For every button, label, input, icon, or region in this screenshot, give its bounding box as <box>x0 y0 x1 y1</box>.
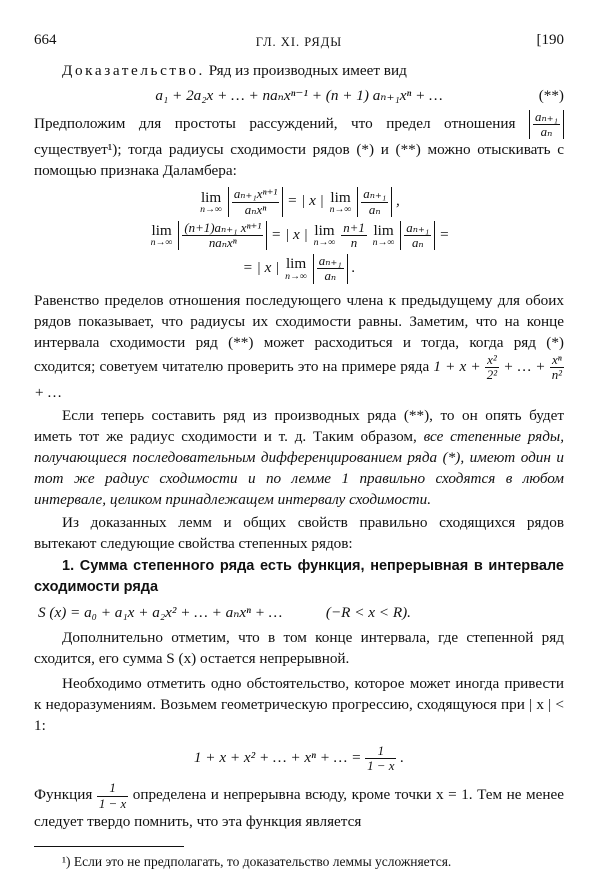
lim-sub: n→∞ <box>372 237 395 249</box>
proof-intro <box>34 60 564 81</box>
running-header <box>34 30 564 54</box>
equation-derivative-series <box>34 85 564 106</box>
derivatives-italic: все степенные ряды, получающиеся последовательным дифференцированием ряда (*), имеют один и тот же радиус сходимости и по лемме 1 правильно сходятся в любом интервале, целиком принадлежащем интервалу сходимости. <box>34 428 564 509</box>
lim3-r-num: aₙ₊₁ <box>318 253 342 269</box>
lim2-r-den: aₙ <box>411 235 424 251</box>
ratio-abs <box>529 110 564 139</box>
lim1-r-num: aₙ₊₁ <box>363 186 387 202</box>
lim2-tail: = <box>439 226 450 243</box>
chapter-title: ГЛ. XI. РЯДЫ <box>255 35 343 49</box>
equation-sum <box>34 602 564 623</box>
geometric-tail: . <box>400 749 405 767</box>
paragraph-function <box>34 781 564 831</box>
lim2-num: (n+1)aₙ₊₁ xⁿ⁺¹ <box>184 219 262 235</box>
lim2-rhs: = | x | <box>271 226 308 243</box>
paragraph-equality <box>34 290 564 403</box>
paragraph-assumption <box>34 110 564 181</box>
geometric-lhs: 1 + x + x² + … + xⁿ + … = <box>193 749 362 767</box>
series-frac1-num: x² <box>485 353 499 368</box>
footnote-rule <box>34 846 184 847</box>
lim-word: lim <box>151 221 172 239</box>
series-frac1-den: 2² <box>486 366 498 382</box>
function-text: определена и непрерывна всюду, кроме точки x = 1. Тем не менее следует твердо помнить, что эта функция является <box>34 786 564 830</box>
page-number: 664 <box>34 32 57 48</box>
limit-equation-1 <box>34 187 564 216</box>
lim2-m-num: n+1 <box>343 219 365 235</box>
function-word: Функция <box>34 786 93 804</box>
equation-sum-range: (−R < x < R). <box>325 604 411 622</box>
lim3-r-den: aₙ <box>324 268 337 284</box>
lim-sub: n→∞ <box>313 237 336 249</box>
lim1-rhs: = | x | <box>287 192 324 210</box>
lim1-r-den: aₙ <box>368 201 381 217</box>
lim-sub: n→∞ <box>200 203 223 215</box>
function-num: 1 <box>97 781 128 796</box>
proof-intro-text: Ряд из производных имеет вид <box>208 62 407 79</box>
lim1-num: aₙ₊₁xⁿ⁺¹ <box>233 186 278 202</box>
equation-sum-body: S (x) = a₀ + a₁x + a₂x² + … + aₙxⁿ + … <box>38 604 283 622</box>
assumption-text-b: существует¹); тогда радиусы сходимости рядов (*) и (**) можно отыскивать с помощью признака Даламбера: <box>34 141 564 180</box>
limit-equation-3 <box>34 254 564 283</box>
lim2-m-den: n <box>350 235 358 251</box>
lim-word: lim <box>330 188 351 206</box>
footnote: ¹) Если это не предполагать, то доказательство леммы усложняется. <box>62 853 452 869</box>
limit-equation-2 <box>34 221 564 250</box>
lim-word: lim <box>200 188 222 206</box>
section-number: [190 <box>536 32 564 48</box>
series-part-b: + … + <box>503 357 546 375</box>
equation-derivative-series-body: a₁ + 2a₂x + … + naₙxⁿ⁻¹ + (n + 1) aₙ₊₁xⁿ + … <box>155 87 443 104</box>
equation-tag: (**) <box>538 87 564 104</box>
lim3-tail: . <box>351 259 356 277</box>
theorem-1: 1. Сумма степенного ряда есть функция, непрерывная в интервале сходимости ряда <box>34 558 564 596</box>
series-part-c: + … <box>34 384 62 402</box>
derivatives-text: Если теперь составить ряд из производных ряда (**), то он опять будет иметь тот же радиус сходимости и т. д. Таким образом, <box>34 407 564 446</box>
ratio-num: aₙ₊₁ <box>535 109 558 124</box>
lim3-pre: = | x | <box>242 259 280 277</box>
series-frac2-num: xⁿ <box>550 353 564 368</box>
function-den: 1 − x <box>98 795 127 811</box>
geometric-num: 1 <box>365 744 396 759</box>
lim-word: lim <box>314 221 335 239</box>
lim-sub: n→∞ <box>150 237 173 249</box>
lim-word: lim <box>373 221 394 239</box>
proof-label: Доказательство. <box>62 62 205 79</box>
equality-text: Равенство пределов отношения последующего члена к предыдущему для обоих рядов показывает, что радиусы их сходимости равны. Заметим, что на конце интервала сходимости ряд (**) может расходиться и тогда, когда ряд (*) сходится; советуем читателю проверить это на примере ряда <box>34 291 564 375</box>
equation-geometric <box>34 744 564 773</box>
series-part-a: 1 + x + <box>433 357 481 375</box>
lim2-den: naₙxⁿ <box>208 235 237 251</box>
page <box>34 30 564 872</box>
paragraph-properties: Из доказанных лемм и общих свойств правильно сходящихся рядов вытекают следующие свойства степенных рядов: <box>34 514 564 553</box>
series-frac2-den: n² <box>551 366 563 382</box>
lim1-tail: , <box>396 192 400 210</box>
lim-word: lim <box>285 255 307 273</box>
geometric-den: 1 − x <box>367 758 395 774</box>
assumption-text: Предположим для простоты рассуждений, что предел отношения <box>34 115 516 133</box>
paragraph-caution: Необходимо отметить одно обстоятельство, которое может иногда привести к недоразумениям. Возьмем геометрическую прогрессию, сходящуюся при | x | < 1: <box>34 675 564 735</box>
lim2-r-num: aₙ₊₁ <box>406 219 430 235</box>
paragraph-endpoint: Дополнительно отметим, что в том конце интервала, где степенной ряд сходится, его сумма S (x) остается непрерывной. <box>34 629 564 668</box>
ratio-den: aₙ <box>540 124 553 140</box>
lim-sub: n→∞ <box>329 203 352 215</box>
lim1-den: aₙxⁿ <box>244 201 267 217</box>
paragraph-derivatives <box>34 405 564 510</box>
lim-sub: n→∞ <box>285 270 307 282</box>
